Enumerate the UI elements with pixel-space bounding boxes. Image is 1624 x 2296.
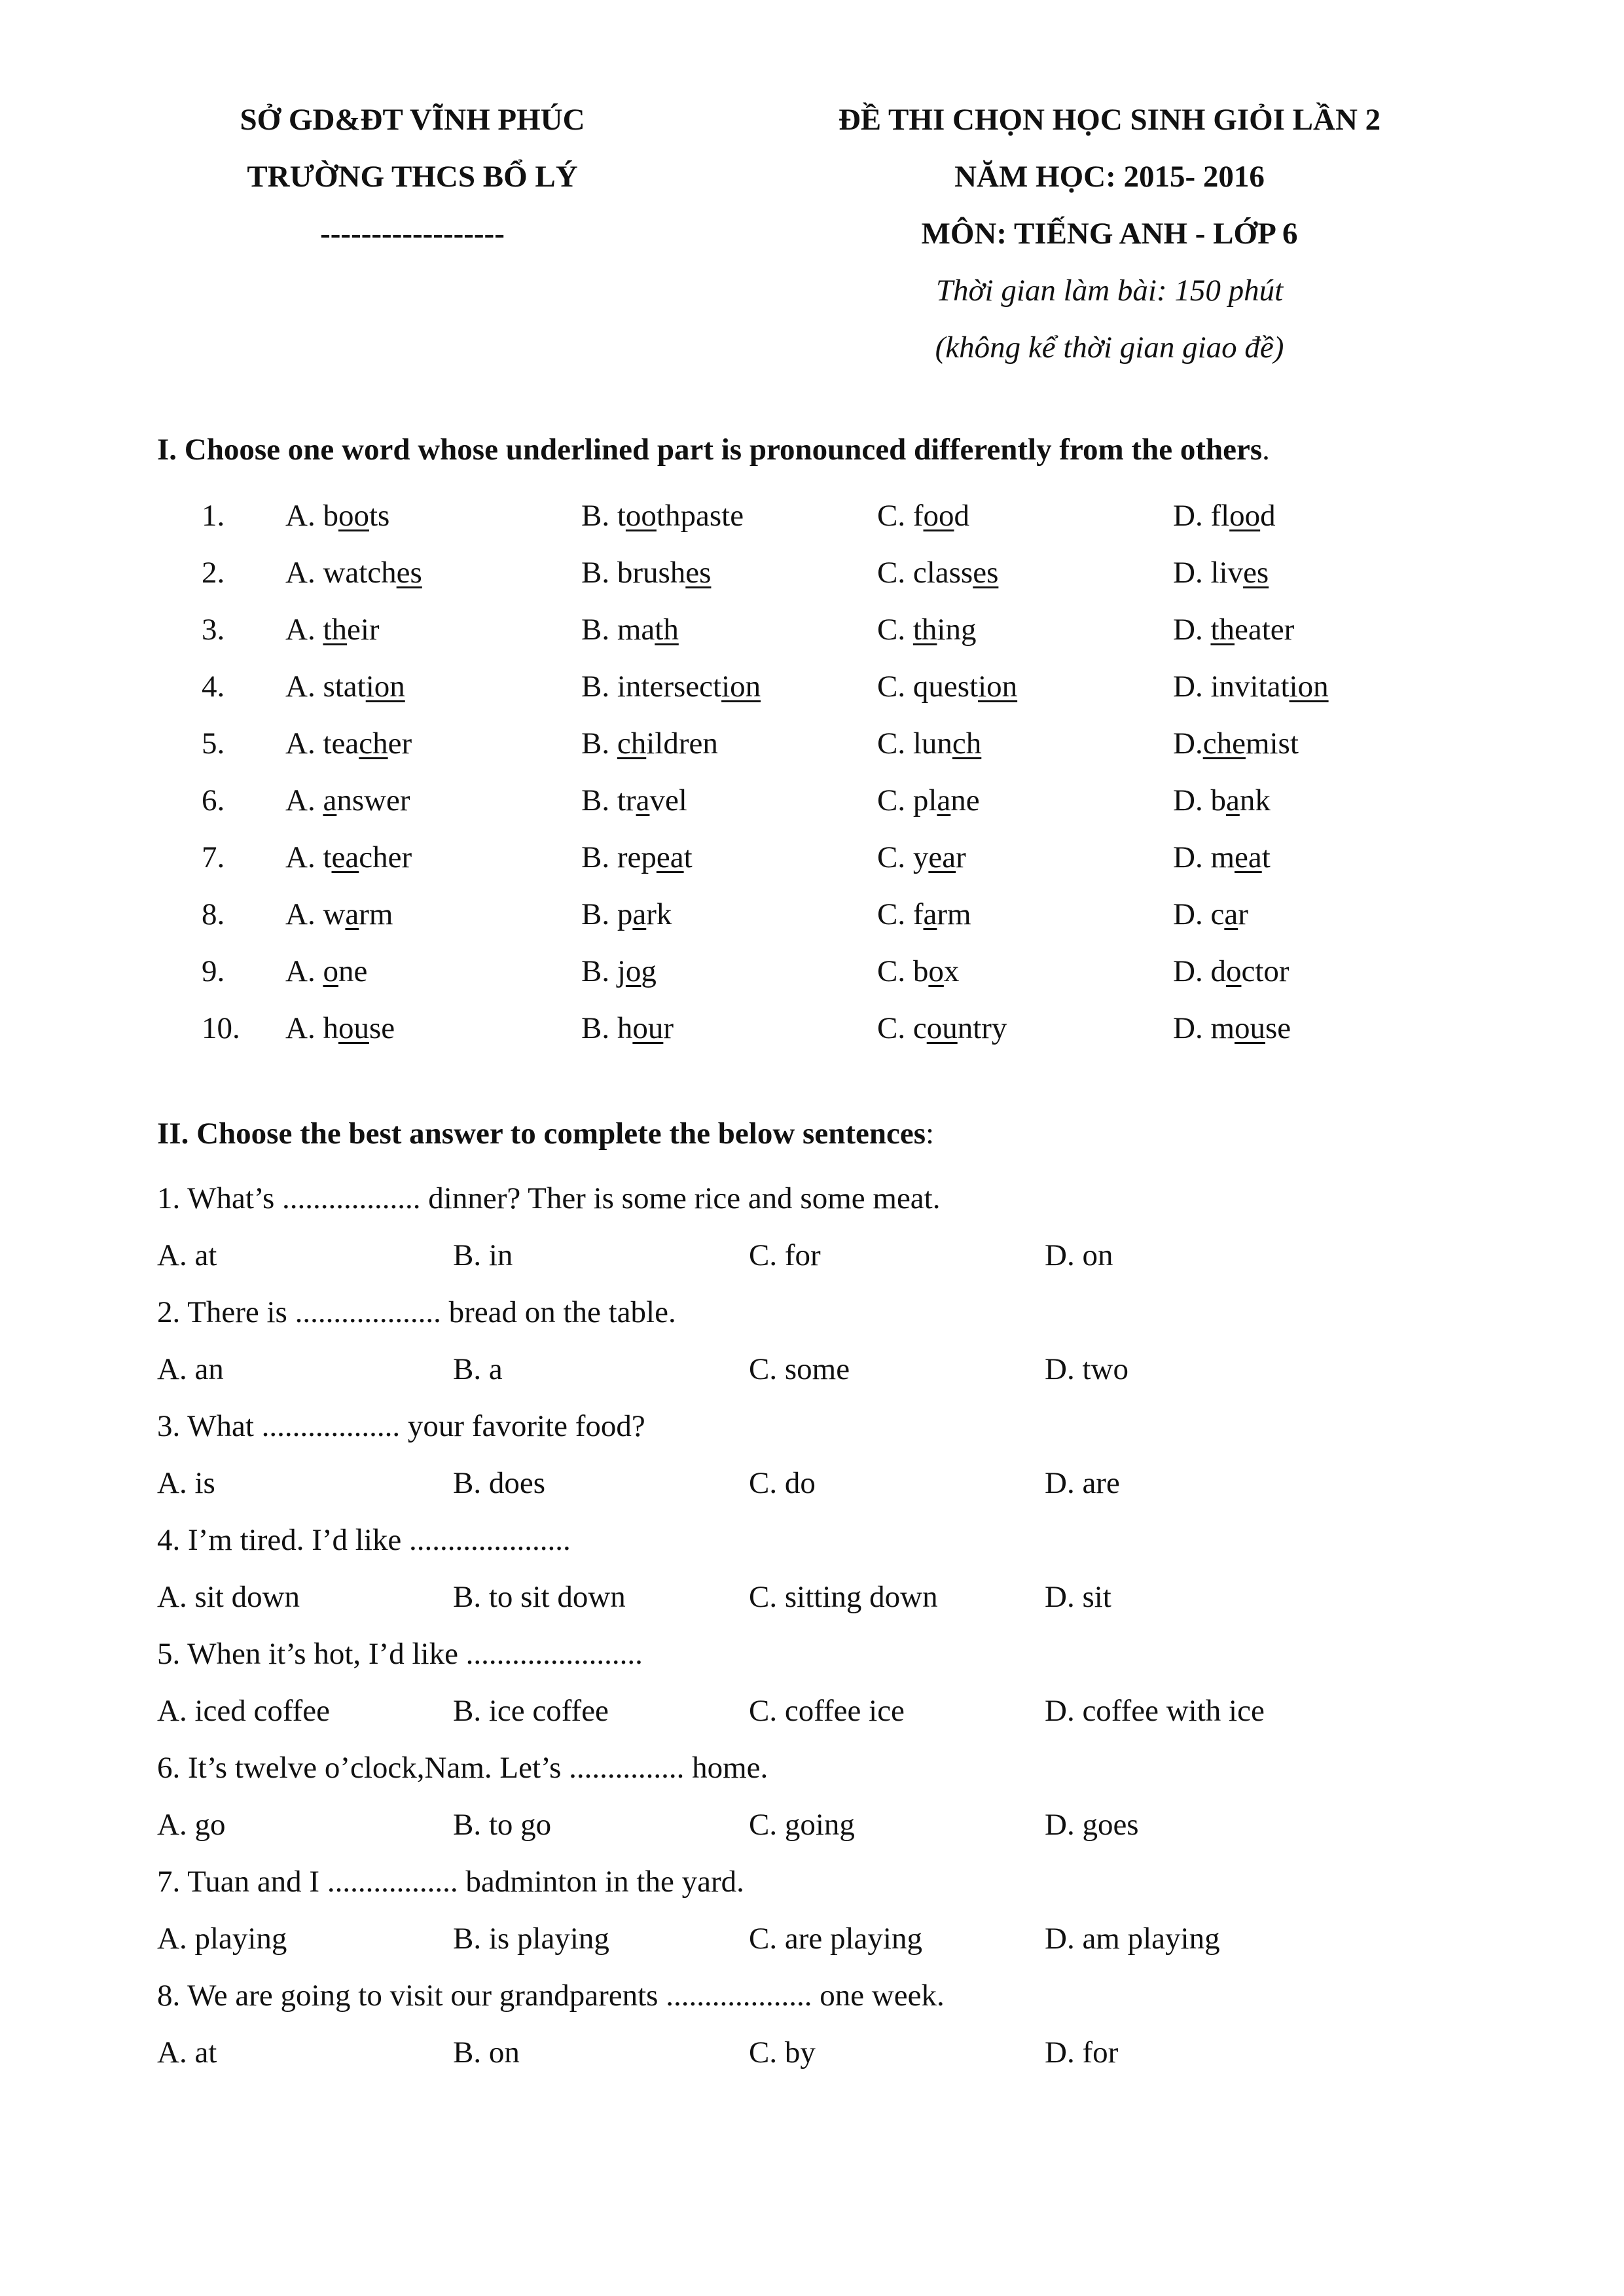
option-text-before: D. b (1173, 783, 1226, 817)
underlined-part: th (912, 613, 937, 647)
option-text-before: A. watch (285, 556, 397, 590)
answer-options (0, 2024, 1624, 2081)
option-a (285, 601, 380, 658)
underlined-part: th (1210, 613, 1235, 647)
underlined-part: ou (632, 1011, 664, 1045)
option-d (1173, 1000, 1291, 1057)
option-b (581, 829, 693, 886)
underlined-part: a (632, 897, 647, 931)
option-text-before: D. c (1173, 897, 1225, 931)
question-number: 6. (202, 783, 225, 817)
underlined-part: o (323, 954, 338, 988)
question-text: 4. I’m tired. I’d like ..................... (157, 1523, 571, 1557)
option-c (877, 601, 976, 658)
option-b (581, 488, 744, 545)
section-1-list (0, 488, 1624, 1057)
question-text: 5. When it’s hot, I’d like ....................... (157, 1637, 643, 1671)
option-d (1173, 715, 1299, 772)
option-text-after: se (369, 1011, 395, 1045)
underlined-part: es (685, 556, 712, 590)
option-text-after: eir (347, 613, 380, 647)
option-text-before: B. t (581, 499, 626, 533)
time-allowed: Thời gian làm bài: 150 phút (935, 274, 1284, 308)
answer-option-a: A. go (157, 1808, 226, 1842)
option-text-before: A. h (285, 1011, 338, 1045)
option-text-after: nswer (336, 783, 410, 817)
option-c (877, 943, 959, 1000)
exam-title: ĐỀ THI CHỌN HỌC SINH GIỎI LẦN 2 (838, 103, 1381, 137)
underlined-part: ou (926, 1011, 958, 1045)
option-text-before: C. y (877, 840, 929, 874)
section-2-list (0, 1170, 1624, 2081)
option-text-before: A. (285, 613, 323, 647)
question-number: 4. (202, 670, 225, 704)
answer-option-d: D. for (1045, 2036, 1119, 2070)
option-a (285, 829, 412, 886)
subject-line: MÔN: TIẾNG ANH - LỚP 6 (921, 217, 1298, 251)
option-text-before: B. rep (581, 840, 657, 874)
option-d (1173, 943, 1290, 1000)
option-text-before: D. liv (1173, 556, 1244, 590)
option-a (285, 715, 412, 772)
question-number: 3. (202, 613, 225, 647)
underlined-part: th (655, 613, 679, 647)
option-text-after: er (388, 726, 412, 761)
underlined-part: oo (923, 499, 954, 533)
underlined-part: o (1225, 954, 1242, 988)
option-text-before: B. p (581, 897, 633, 931)
option-b (581, 1000, 674, 1057)
option-text-after: rm (359, 897, 393, 931)
option-text-after: r (663, 1011, 674, 1045)
answer-option-b: B. ice coffee (453, 1694, 609, 1728)
option-text-after: se (1265, 1011, 1291, 1045)
option-text-before: D. (1173, 726, 1203, 761)
section-1-heading-text: I. Choose one word whose underlined part is pronounced differently from the others (157, 433, 1263, 467)
underlined-part: ch (952, 726, 982, 761)
option-d (1173, 772, 1271, 829)
header-left (157, 92, 668, 262)
underlined-part: o (625, 954, 641, 988)
underlined-part: oo (338, 499, 369, 533)
underlined-part: a (345, 897, 359, 931)
option-text-before: A. tea (285, 726, 359, 761)
answer-option-c: C. coffee ice (749, 1694, 905, 1728)
option-text-before: A. (285, 783, 323, 817)
underlined-part: es (1243, 556, 1269, 590)
option-text-before: C. class (877, 556, 973, 590)
option-text-before: D. invitat (1173, 670, 1290, 704)
answer-option-a: A. at (157, 1238, 217, 1272)
option-a (285, 886, 393, 943)
option-c (877, 658, 1017, 715)
question-row (0, 715, 1624, 772)
option-text-before: B. h (581, 1011, 633, 1045)
option-text-before: C. c (877, 1011, 927, 1045)
question-row (0, 601, 1624, 658)
answer-option-a: A. is (157, 1466, 215, 1500)
option-text-after: mist (1245, 726, 1299, 761)
question-number: 2. (202, 556, 225, 590)
option-text-after: nk (1239, 783, 1271, 817)
option-text-after: d (1260, 499, 1276, 533)
underlined-part: ion (721, 670, 761, 704)
option-text-after: r (956, 840, 966, 874)
option-text-before: C. b (877, 954, 929, 988)
header-right (733, 92, 1486, 376)
option-text-after: ne (338, 954, 368, 988)
answer-options (0, 1455, 1624, 1512)
section-1-heading (157, 432, 1270, 467)
option-a (285, 658, 405, 715)
section-2-heading (157, 1116, 934, 1151)
underlined-part: ou (1235, 1011, 1265, 1045)
question-number: 8. (202, 897, 225, 931)
option-text-before: B. intersect (581, 670, 722, 704)
answer-options (0, 1227, 1624, 1284)
option-text-before: C. lun (877, 726, 952, 761)
question-row (0, 886, 1624, 943)
option-a (285, 545, 422, 601)
answer-option-d: D. goes (1045, 1808, 1139, 1842)
option-text-after: ctor (1241, 954, 1290, 988)
option-text-before: C. (877, 613, 913, 647)
underlined-part: th (323, 613, 348, 647)
underlined-part: ou (338, 1011, 369, 1045)
option-text-after: cher (359, 840, 412, 874)
underlined-part: ea (928, 840, 956, 874)
option-text-before: C. pl (877, 783, 937, 817)
answer-option-b: B. a (453, 1352, 503, 1386)
option-d (1173, 601, 1294, 658)
option-text-before: B. brush (581, 556, 686, 590)
answer-option-d: D. two (1045, 1352, 1128, 1386)
answer-option-c: C. going (749, 1808, 855, 1842)
underlined-part: ea (331, 840, 359, 874)
school-year: NĂM HỌC: 2015- 2016 (954, 160, 1265, 194)
option-text-before: A. (285, 954, 323, 988)
option-text-after: ing (937, 613, 977, 647)
underlined-part: ion (1289, 670, 1329, 704)
answer-option-d: D. on (1045, 1238, 1113, 1272)
school-name: TRƯỜNG THCS BỔ LÝ (247, 160, 578, 194)
question-text: 7. Tuan and I ................. badminton in the yard. (157, 1865, 744, 1899)
underlined-part: o (928, 954, 944, 988)
answer-option-a: A. at (157, 2036, 217, 2070)
option-text-after: ntry (957, 1011, 1007, 1045)
question-row (0, 829, 1624, 886)
underlined-part: es (396, 556, 422, 590)
option-d (1173, 886, 1248, 943)
option-c (877, 715, 981, 772)
underlined-part: ea (656, 840, 684, 874)
question-text: 3. What .................. your favorite food? (157, 1409, 645, 1443)
answer-option-b: B. on (453, 2036, 520, 2070)
option-text-before: B. tr (581, 783, 636, 817)
department-name: SỞ GD&ĐT VĨNH PHÚC (240, 103, 585, 137)
underlined-part: oo (1229, 499, 1261, 533)
answer-option-b: B. to go (453, 1808, 552, 1842)
underlined-part: ion (365, 670, 405, 704)
answer-option-b: B. in (453, 1238, 513, 1272)
answer-option-a: A. iced coffee (157, 1694, 331, 1728)
option-a (285, 772, 410, 829)
option-c (877, 886, 971, 943)
underlined-part: ch (617, 726, 647, 761)
option-text-after: ts (369, 499, 390, 533)
option-text-after: rm (937, 897, 971, 931)
option-d (1173, 488, 1276, 545)
underlined-part: ch (359, 726, 388, 761)
option-b (581, 658, 761, 715)
answer-option-b: B. does (453, 1466, 545, 1500)
option-a (285, 943, 367, 1000)
section-2-heading-text: II. Choose the best answer to complete the below sentences (157, 1117, 926, 1151)
answer-option-d: D. are (1045, 1466, 1120, 1500)
answer-option-d: D. sit (1045, 1580, 1111, 1614)
question-row (0, 545, 1624, 601)
option-text-after: ildren (646, 726, 718, 761)
answer-options (0, 1341, 1624, 1398)
option-text-before: B. (581, 726, 617, 761)
question-row (0, 658, 1624, 715)
underlined-part: che (1202, 726, 1246, 761)
option-text-before: C. f (877, 499, 924, 533)
option-text-after: ne (950, 783, 980, 817)
question-row (0, 1000, 1624, 1057)
option-text-before: A. stat (285, 670, 366, 704)
option-d (1173, 829, 1271, 886)
answer-option-a: A. sit down (157, 1580, 300, 1614)
question-text: 8. We are going to visit our grandparents ................... one week. (157, 1979, 945, 2013)
option-b (581, 886, 672, 943)
option-text-before: A. b (285, 499, 338, 533)
answer-option-c: C. are playing (749, 1922, 922, 1956)
option-text-after: t (1261, 840, 1271, 874)
option-text-before: C. f (877, 897, 924, 931)
answer-options (0, 1910, 1624, 1967)
option-text-after: d (954, 499, 969, 533)
option-text-before: A. w (285, 897, 346, 931)
option-text-after: x (943, 954, 960, 988)
option-text-after: r (1238, 897, 1248, 931)
option-text-before: D. m (1173, 840, 1235, 874)
underlined-part: ion (978, 670, 1018, 704)
answer-option-a: A. playing (157, 1922, 287, 1956)
section-1-heading-end: . (1262, 433, 1270, 467)
option-text-after: g (641, 954, 657, 988)
option-b (581, 601, 679, 658)
option-text-after: thpaste (656, 499, 744, 533)
option-text-before: B. ma (581, 613, 655, 647)
header-divider: ------------------ (320, 217, 505, 251)
option-text-before: D. (1173, 613, 1211, 647)
question-row (0, 943, 1624, 1000)
option-text-before: C. quest (877, 670, 979, 704)
answer-options (0, 1683, 1624, 1740)
question-number: 1. (202, 499, 225, 533)
underlined-part: oo (625, 499, 657, 533)
option-b (581, 545, 711, 601)
option-text-before: B. j (581, 954, 626, 988)
question-text: 1. What’s .................. dinner? Ther is some rice and some meat. (157, 1181, 941, 1215)
answer-options (0, 1569, 1624, 1626)
question-number: 7. (202, 840, 225, 874)
question-text: 2. There is ................... bread on the table. (157, 1295, 676, 1329)
answer-option-b: B. to sit down (453, 1580, 626, 1614)
underlined-part: a (323, 783, 337, 817)
option-b (581, 715, 718, 772)
answer-option-b: B. is playing (453, 1922, 609, 1956)
question-number: 9. (202, 954, 225, 988)
option-b (581, 772, 687, 829)
answer-options (0, 1797, 1624, 1854)
option-c (877, 829, 966, 886)
answer-option-c: C. by (749, 2036, 816, 2070)
option-text-after: rk (646, 897, 672, 931)
option-a (285, 1000, 395, 1057)
underlined-part: es (973, 556, 999, 590)
answer-option-c: C. do (749, 1466, 816, 1500)
underlined-part: a (1224, 897, 1238, 931)
option-text-before: A. t (285, 840, 332, 874)
option-a (285, 488, 389, 545)
answer-option-c: C. sitting down (749, 1580, 938, 1614)
answer-option-d: D. am playing (1045, 1922, 1220, 1956)
underlined-part: a (1225, 783, 1240, 817)
question-text: 6. It’s twelve o’clock,Nam. Let’s ............... home. (157, 1751, 768, 1785)
time-note: (không kể thời gian giao đề) (935, 331, 1284, 365)
option-text-before: D. fl (1173, 499, 1230, 533)
option-c (877, 772, 980, 829)
question-row (0, 772, 1624, 829)
question-number: 10. (202, 1011, 240, 1045)
option-d (1173, 545, 1269, 601)
underlined-part: a (937, 783, 951, 817)
option-d (1173, 658, 1329, 715)
option-c (877, 488, 969, 545)
section-2-heading-end: : (926, 1117, 935, 1151)
option-c (877, 1000, 1007, 1057)
option-text-before: D. d (1173, 954, 1226, 988)
underlined-part: a (923, 897, 937, 931)
underlined-part: ea (1235, 840, 1262, 874)
question-row (0, 488, 1624, 545)
option-text-after: eater (1235, 613, 1295, 647)
answer-option-d: D. coffee with ice (1045, 1694, 1265, 1728)
option-text-after: t (683, 840, 693, 874)
underlined-part: a (636, 783, 650, 817)
option-text-after: vel (649, 783, 687, 817)
option-c (877, 545, 998, 601)
option-text-before: D. m (1173, 1011, 1235, 1045)
question-number: 5. (202, 726, 225, 761)
answer-option-a: A. an (157, 1352, 224, 1386)
option-b (581, 943, 657, 1000)
answer-option-c: C. some (749, 1352, 850, 1386)
answer-option-c: C. for (749, 1238, 821, 1272)
